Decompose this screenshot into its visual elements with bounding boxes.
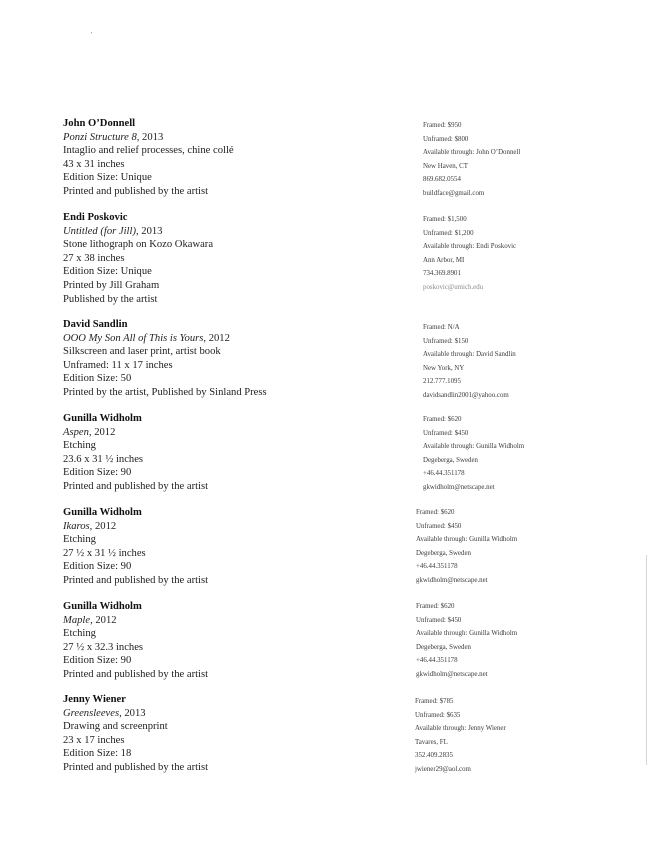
artwork-dimensions: 23.6 x 31 ½ inches <box>63 453 144 465</box>
artwork-medium: Intaglio and relief processes, chine collé <box>63 145 234 157</box>
artwork-details <box>63 318 383 400</box>
location: Ann Arbor, MI <box>423 256 465 264</box>
phone: +46.44.351178 <box>416 657 458 664</box>
artwork-medium: Silkscreen and laser print, artist book <box>63 346 221 358</box>
artwork-edition: Edition Size: 18 <box>63 748 132 760</box>
artwork-edition: Edition Size: Unique <box>63 266 152 278</box>
phone: +46.44.351178 <box>423 470 465 477</box>
phone: 734.369.8901 <box>423 270 461 277</box>
location: Degeberga, Sweden <box>416 549 471 557</box>
email: davidsandlin2001@yahoo.com <box>423 391 509 399</box>
artwork-title-line <box>63 131 383 145</box>
artwork-title: Greensleeves, <box>63 707 122 719</box>
sale-info <box>416 600 616 681</box>
artwork-title: Untitled (for Jill), <box>63 225 139 237</box>
artwork-medium: Etching <box>63 534 96 546</box>
artwork-publisher: Printed and published by the artist <box>63 574 209 586</box>
artwork-dimensions: 27 ½ x 32.3 inches <box>63 641 144 653</box>
available-through: Available through: Jenny Wiener <box>415 725 506 732</box>
artwork-publisher: Printed by the artist, Published by Sinland Press <box>63 386 267 398</box>
artwork-edition: Edition Size: 90 <box>63 655 132 667</box>
unframed-price: Unframed: $450 <box>423 429 469 437</box>
artwork-printer: Printed by Jill Graham <box>63 279 160 291</box>
scan-edge-shadow <box>646 555 647 765</box>
phone: 212.777.1095 <box>423 378 461 385</box>
artwork-title-line <box>63 614 383 628</box>
email: gkwidholm@netscape.net <box>423 483 495 491</box>
artist-name: Jenny Wiener <box>63 694 126 705</box>
artwork-medium: Drawing and screenprint <box>63 721 168 733</box>
artist-name: Gunilla Widholm <box>63 507 142 518</box>
sale-info <box>416 506 616 587</box>
artwork-edition: Edition Size: 50 <box>63 373 132 385</box>
artwork-details <box>63 211 383 306</box>
artwork-publisher: Printed and published by the artist <box>63 668 209 680</box>
location: New York, NY <box>423 364 465 372</box>
artwork-year: 2012 <box>91 426 116 438</box>
artwork-edition: Edition Size: Unique <box>63 172 152 184</box>
artwork-publisher: Published by the artist <box>63 293 158 305</box>
artwork-details <box>63 117 383 199</box>
artist-name: Gunilla Widholm <box>63 413 142 424</box>
artist-name: Endi Poskovic <box>63 212 128 223</box>
artwork-title: Maple, <box>63 614 93 626</box>
artwork-medium: Stone lithograph on Kozo Okawara <box>63 239 214 251</box>
artwork-details <box>63 600 383 682</box>
artwork-details <box>63 412 383 494</box>
artwork-edition: Edition Size: 90 <box>63 561 132 573</box>
email: gkwidholm@netscape.net <box>416 576 488 584</box>
framed-price: Framed: $620 <box>416 509 455 516</box>
artwork-year: 2013 <box>121 707 146 719</box>
sale-info <box>423 213 623 294</box>
email: poskovic@umich.edu <box>423 283 484 291</box>
sale-info <box>423 321 623 402</box>
artist-name: Gunilla Widholm <box>63 601 142 612</box>
artwork-medium: Etching <box>63 628 96 640</box>
artwork-title: OOO My Son All of This is Yours, <box>63 332 207 344</box>
phone: 352.409.2835 <box>415 752 453 759</box>
framed-price: Framed: $620 <box>423 416 462 423</box>
unframed-price: Unframed: $1,200 <box>423 229 474 237</box>
unframed-price: Unframed: $450 <box>416 522 462 530</box>
artwork-title-line <box>63 520 383 534</box>
email: buildface@gmail.com <box>423 189 485 197</box>
artwork-year: 2012 <box>206 332 230 344</box>
artist-name: John O’Donnell <box>63 118 136 129</box>
artwork-year: 2013 <box>139 131 164 143</box>
artist-name: David Sandlin <box>63 319 128 330</box>
email: gkwidholm@netscape.net <box>416 670 488 678</box>
unframed-price: Unframed: $150 <box>423 337 469 345</box>
scan-mark: ' <box>91 32 93 38</box>
framed-price: Framed: N/A <box>423 324 460 331</box>
available-through: Available through: Gunilla Widholm <box>416 630 518 637</box>
sale-info <box>423 413 623 494</box>
framed-price: Framed: $1,500 <box>423 216 467 223</box>
location: New Haven, CT <box>423 162 468 170</box>
unframed-price: Unframed: $800 <box>423 135 469 143</box>
artwork-dimensions: Unframed: 11 x 17 inches <box>63 359 173 371</box>
artwork-publisher: Printed and published by the artist <box>63 761 209 773</box>
artwork-publisher: Printed and published by the artist <box>63 185 209 197</box>
framed-price: Framed: $620 <box>416 603 455 610</box>
artwork-title-line <box>63 332 383 346</box>
available-through: Available through: Endi Poskovic <box>423 243 517 250</box>
artwork-title-line <box>63 707 383 721</box>
sale-info <box>423 119 623 200</box>
artwork-year: 2012 <box>92 614 117 626</box>
available-through: Available through: David Sandlin <box>423 351 516 358</box>
artwork-title-line <box>63 426 383 440</box>
location: Degeberga, Sweden <box>416 643 471 651</box>
artwork-title-line <box>63 225 383 239</box>
framed-price: Framed: $785 <box>415 698 454 705</box>
location: Degeberga, Sweden <box>423 456 478 464</box>
available-through: Available through: Gunilla Widholm <box>423 443 525 450</box>
artwork-title: Aspen, <box>63 426 92 438</box>
artwork-dimensions: 23 x 17 inches <box>63 734 125 746</box>
phone: 869.682.0554 <box>423 176 461 183</box>
artwork-title: Ikaros, <box>63 520 93 532</box>
artwork-dimensions: 43 x 31 inches <box>63 158 125 170</box>
artwork-details <box>63 693 383 775</box>
artwork-year: 2013 <box>138 225 163 237</box>
framed-price: Framed: $950 <box>423 122 462 129</box>
email: jwiener29@aol.com <box>415 765 471 773</box>
available-through: Available through: John O’Donnell <box>423 149 521 156</box>
artwork-dimensions: 27 ½ x 31 ½ inches <box>63 547 146 559</box>
location: Tavares, FL <box>415 738 448 746</box>
artwork-dimensions: 27 x 38 inches <box>63 252 125 264</box>
artwork-title: Ponzi Structure 8, <box>63 131 140 143</box>
unframed-price: Unframed: $450 <box>416 616 462 624</box>
artwork-medium: Etching <box>63 440 96 452</box>
artwork-edition: Edition Size: 90 <box>63 467 132 479</box>
available-through: Available through: Gunilla Widholm <box>416 536 518 543</box>
phone: +46.44.351178 <box>416 563 458 570</box>
unframed-price: Unframed: $635 <box>415 711 461 719</box>
artwork-publisher: Printed and published by the artist <box>63 480 209 492</box>
artwork-year: 2012 <box>92 520 117 532</box>
sale-info <box>415 695 615 776</box>
artwork-details <box>63 506 383 588</box>
